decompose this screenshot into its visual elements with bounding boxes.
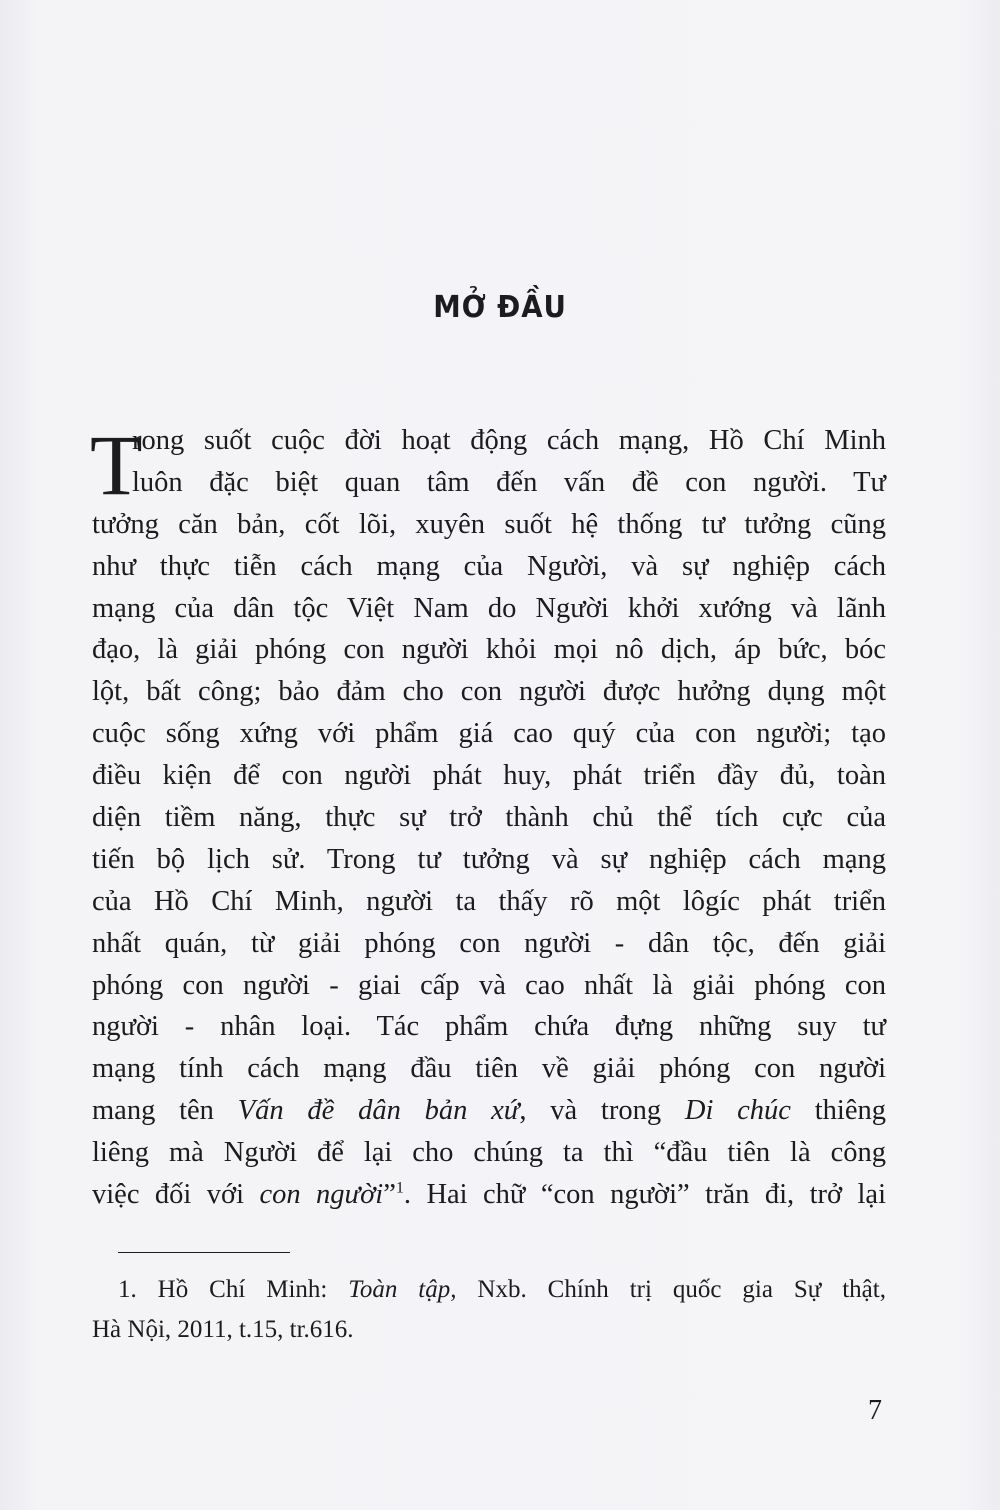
footnote <box>92 1270 886 1350</box>
footnote-marker: 1 <box>395 1179 404 1197</box>
footnote-line <box>92 1270 886 1310</box>
text-line <box>92 1174 886 1216</box>
text-line: cuộc sống xứng với phẩm giá cao quý của con người; tạo <box>92 718 886 750</box>
text-line: luôn đặc biệt quan tâm đến vấn đề con người. Tư <box>132 466 886 498</box>
text-line: đạo, là giải phóng con người khỏi mọi nô dịch, áp bức, bóc <box>92 634 886 666</box>
text-line: của Hồ Chí Minh, người ta thấy rõ một lôgíc phát triển <box>92 885 886 917</box>
text-line: người - nhân loại. Tác phẩm chứa đựng những suy tư <box>92 1011 886 1043</box>
text-line: rong suốt cuộc đời hoạt động cách mạng, Hồ Chí Minh <box>132 425 886 456</box>
text-line: mạng của dân tộc Việt Nam do Người khởi xướng và lãnh <box>92 592 886 624</box>
text-line: diện tiềm năng, thực sự trở thành chủ thể tích cực của <box>92 802 886 834</box>
italic-title: Vấn đề dân bản xứ <box>237 1095 520 1127</box>
italic-phrase: con người <box>259 1179 384 1211</box>
text-segment: 1. Hồ Chí Minh: <box>118 1276 349 1303</box>
drop-cap: T <box>90 417 143 513</box>
text-segment: Nxb. Chính trị quốc gia Sự thật, <box>456 1276 886 1303</box>
italic-title: Di chúc <box>684 1095 791 1127</box>
text-line: phóng con người - giai cấp và cao nhất là giải phóng con <box>92 969 886 1001</box>
text-line: tiến bộ lịch sử. Trong tư tưởng và sự nghiệp cách mạng <box>92 843 886 875</box>
footnote-line: Hà Nội, 2011, t.15, tr.616. <box>92 1316 354 1343</box>
page-number: 7 <box>868 1395 882 1426</box>
italic-title: Toàn tập, <box>348 1276 457 1303</box>
chapter-heading: MỞ ĐẦU <box>433 290 567 325</box>
text-segment: , và trong <box>519 1095 685 1127</box>
text-segment: thiêng <box>790 1095 886 1127</box>
text-line: như thực tiễn cách mạng của Người, và sự nghiệp cách <box>92 550 886 582</box>
text-line <box>92 1090 886 1132</box>
text-line: lột, bất công; bảo đảm cho con người được hưởng dụng một <box>92 676 886 708</box>
text-line: nhất quán, từ giải phóng con người - dân tộc, đến giải <box>92 927 886 959</box>
text-line: tưởng căn bản, cốt lõi, xuyên suốt hệ thống tư tưởng cũng <box>92 508 886 540</box>
text-segment: . Hai chữ “con người” trăn đi, trở lại <box>403 1179 886 1211</box>
text-line: liêng mà Người để lại cho chúng ta thì “đầu tiên là công <box>92 1137 886 1169</box>
text-segment: mang tên <box>92 1095 238 1127</box>
text-line: điều kiện để con người phát huy, phát triển đầy đủ, toàn <box>92 760 886 792</box>
text-segment: việc đối với <box>92 1179 260 1211</box>
body-paragraph <box>90 417 886 1216</box>
footnote-divider <box>118 1252 290 1253</box>
text-line: mạng tính cách mạng đầu tiên về giải phóng con người <box>92 1053 886 1085</box>
text-segment: ” <box>383 1179 396 1211</box>
